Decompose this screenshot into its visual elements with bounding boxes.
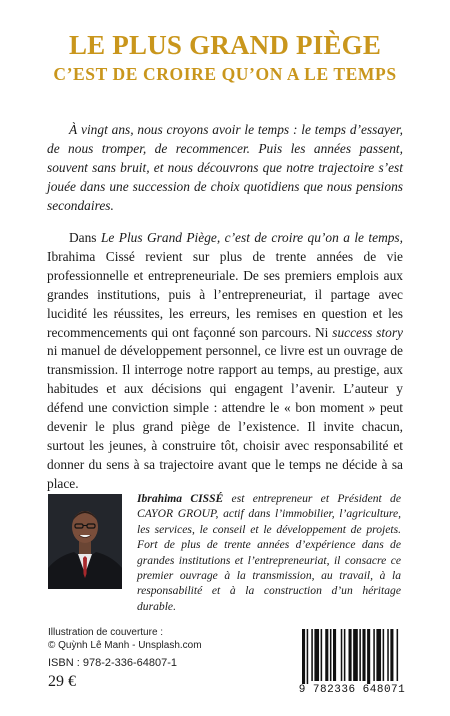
price-label: 29 € xyxy=(48,673,76,690)
author-bio-text: est entrepreneur et Président de CAYOR GROUP, actif dans l’immobilier, l’agriculture, les services, le conseil et le développement de projets. Fort de plus de trente années d’expérience dans de grandes institutions et l’entrepreneuriat, il consacre ce premier ouvrage à la transmission, au travail, à la responsabilité et à la construction d’un héritage durable. xyxy=(137,492,401,613)
barcode-bar xyxy=(307,629,309,684)
summary-text-1: Dans xyxy=(69,230,101,245)
barcode-bar xyxy=(373,629,375,681)
barcode-icon xyxy=(296,627,408,685)
author-bio xyxy=(137,491,401,614)
barcode-bar xyxy=(349,629,352,681)
barcode-bar xyxy=(383,629,385,681)
barcode-bar xyxy=(321,629,323,681)
isbn-label: ISBN : 978-2-336-64807-1 xyxy=(48,657,178,669)
barcode-bar xyxy=(311,629,313,681)
barcode-bar xyxy=(390,629,393,681)
barcode-bar xyxy=(353,629,358,681)
barcode-bar xyxy=(341,629,343,681)
barcode-bar xyxy=(344,629,346,681)
author-photo xyxy=(48,494,122,589)
credit-line-1: Illustration de couverture : xyxy=(48,627,164,638)
barcode-bar xyxy=(330,629,332,681)
book-reference: Le Plus Grand Piège, c’est de croire qu’on a le temps, xyxy=(100,230,403,245)
author-name: Ibrahima CISSÉ xyxy=(137,492,224,505)
success-story-term: success story xyxy=(332,324,404,340)
barcode-bar xyxy=(362,629,365,681)
barcode-bar xyxy=(333,629,336,681)
intro-paragraph: À vingt ans, nous croyons avoir le temps : le temps d’essayer, de nous tromper, de recommencer. Puis les années passent, souvent sans bruit, et nous découvrons que notre trajectoire s’est jouée dans une succession de choix quotidiens que nous pensions secondaires. xyxy=(47,122,403,213)
barcode-digits: 9 782336 648071 xyxy=(298,684,406,696)
credit-line-2: © Quỳnh Lê Manh - Unsplash.com xyxy=(48,639,202,651)
barcode-bar xyxy=(325,629,328,681)
barcode-bar xyxy=(359,629,361,681)
barcode-bar xyxy=(314,629,319,681)
summary-text-3: ni manuel de développement personnel, ce livre est un ouvrage de transmission. Il interroge notre rapport au temps, au prestige, aux habitudes et aux décisions qui engagent l’avenir. L’auteur y défend une conviction simple : attendre le « bon moment » peut devenir le plus grand piège de l’existence. Il invite chacun, surtout les jeunes, à construire tôt, choisir avec responsabilité et donner du sens à sa trajectoire avant que le temps ne décide à sa place. xyxy=(47,343,403,491)
book-subtitle: C’EST DE CROIRE QU’ON A LE TEMPS xyxy=(53,64,397,84)
summary-paragraph xyxy=(47,229,403,494)
barcode-bar xyxy=(397,629,399,681)
cover-credit xyxy=(48,627,202,652)
book-title: LE PLUS GRAND PIÈGE xyxy=(68,30,382,60)
author-portrait-icon xyxy=(48,494,122,589)
barcode-bar xyxy=(367,629,370,684)
summary-text-2: Ibrahima Cissé revient sur plus de trente années de vie professionnelle et entrepreneuriale. De ses premiers emplois aux grandes institutions, puis à l’entrepreneuriat, il partage avec lucidité les réussites, les erreurs, les remises en question et les recommencements qui ont façonné son parcours. Ni xyxy=(47,248,403,340)
isbn-barcode xyxy=(296,627,408,697)
barcode-bar xyxy=(376,629,381,681)
barcode-bar xyxy=(302,629,305,684)
barcode-bar xyxy=(387,629,389,681)
